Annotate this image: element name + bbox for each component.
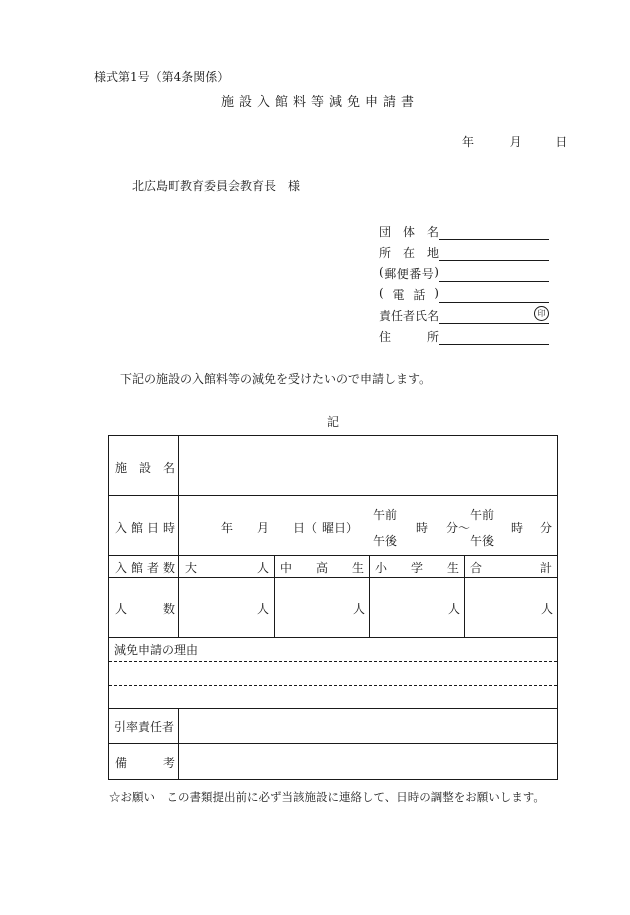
end-am-option[interactable]: 午前 xyxy=(470,508,495,522)
label-char: 入 xyxy=(115,521,128,535)
category-elementary xyxy=(375,559,459,576)
label-char: ( xyxy=(379,286,384,300)
field-label xyxy=(379,244,439,261)
residence-line[interactable] xyxy=(439,330,549,345)
junior-high-count-unit: 人 xyxy=(353,602,366,616)
category-adult xyxy=(185,559,269,576)
label-char: 者 xyxy=(403,309,416,323)
label-char: 日 xyxy=(146,521,159,535)
field-address[interactable] xyxy=(379,240,549,261)
label-char: 学 xyxy=(410,561,423,575)
document-title: 施設入館料等減免申請書 xyxy=(220,95,419,110)
end-minute: 分 xyxy=(540,521,553,535)
label-char: 数 xyxy=(162,561,175,575)
field-label xyxy=(379,307,439,324)
label-char: 備 xyxy=(115,756,128,770)
request-note: ☆お願い この書類提出前に必ず当該施設に連絡して、日時の調整をお願いします。 xyxy=(109,790,545,804)
label-char: 館 xyxy=(130,561,143,575)
group-leader-label: 引率責任者 xyxy=(114,720,175,734)
field-postal-code[interactable] xyxy=(379,261,549,282)
label-char: 責 xyxy=(379,309,392,323)
label-char: 数 xyxy=(162,602,175,616)
label-char: 体 xyxy=(402,225,415,239)
visitor-count-label xyxy=(115,559,175,576)
label-char: 所 xyxy=(379,246,392,260)
ki-heading: 記 xyxy=(326,415,339,429)
elementary-count-unit: 人 xyxy=(448,602,461,616)
category-adult-name: 大 xyxy=(185,561,198,575)
field-label xyxy=(379,286,439,303)
field-label xyxy=(379,328,439,345)
label-char: 施 xyxy=(115,461,128,475)
end-hour: 時 xyxy=(511,521,524,535)
end-pm-option[interactable]: 午後 xyxy=(470,534,495,548)
applicant-fields xyxy=(379,219,549,345)
field-representative-name[interactable] xyxy=(379,303,549,324)
label-char: 高 xyxy=(315,561,328,575)
date-month: 月 xyxy=(509,135,522,149)
start-minute: 分～ xyxy=(446,521,471,535)
application-table xyxy=(108,435,558,780)
submission-date xyxy=(462,133,567,150)
reason-label: 減免申請の理由 xyxy=(114,643,199,657)
label-char: ( xyxy=(379,265,384,279)
label-char: 者 xyxy=(146,561,159,575)
label-char: 在 xyxy=(402,246,415,260)
field-label xyxy=(379,265,439,282)
visit-day: 日（ xyxy=(293,521,318,535)
label-char: 計 xyxy=(539,561,552,575)
label-char: 合 xyxy=(470,561,483,575)
start-pm-option[interactable]: 午後 xyxy=(373,534,398,548)
label-char: 小 xyxy=(375,561,388,575)
label-char: 番 xyxy=(409,267,422,281)
label-char: 郵 xyxy=(384,267,397,281)
label-char: 便 xyxy=(396,267,409,281)
field-residence[interactable] xyxy=(379,324,549,345)
label-char: 中 xyxy=(280,561,293,575)
label-char: ) xyxy=(434,265,439,279)
label-char: 時 xyxy=(162,521,175,535)
label-char: 名 xyxy=(162,461,175,475)
visit-weekday: 曜日） xyxy=(322,521,359,535)
label-char: 生 xyxy=(351,561,364,575)
form-number: 様式第1号（第4条関係） xyxy=(94,70,230,84)
label-char: 住 xyxy=(379,330,392,344)
group-leader-input[interactable] xyxy=(181,711,555,741)
adult-count-unit: 人 xyxy=(257,602,270,616)
remarks-input[interactable] xyxy=(181,746,555,778)
label-char: 電 xyxy=(392,288,405,302)
remarks-label xyxy=(115,754,175,771)
label-char: 考 xyxy=(162,756,175,770)
category-total xyxy=(470,559,552,576)
label-char: 地 xyxy=(426,246,439,260)
addressee: 北広島町教育委員会教育長 様 xyxy=(132,179,301,193)
postal-code-line[interactable] xyxy=(439,267,549,282)
field-organization-name[interactable] xyxy=(379,219,549,240)
label-char: 所 xyxy=(426,330,439,344)
representative-name-line[interactable] xyxy=(439,309,549,324)
category-adult-unit: 人 xyxy=(256,561,269,575)
label-char: 名 xyxy=(427,309,440,323)
start-hour: 時 xyxy=(416,521,429,535)
label-char: 団 xyxy=(379,225,392,239)
label-char: 氏 xyxy=(415,309,428,323)
field-label xyxy=(379,223,439,240)
visit-month: 月 xyxy=(257,521,270,535)
label-char: 人 xyxy=(115,602,128,616)
address-line[interactable] xyxy=(439,246,549,261)
field-phone[interactable] xyxy=(379,282,549,303)
facility-name-input[interactable] xyxy=(181,438,555,493)
label-char: 生 xyxy=(446,561,459,575)
phone-line[interactable] xyxy=(439,288,549,303)
date-day: 日 xyxy=(555,135,568,149)
label-char: 名 xyxy=(426,225,439,239)
label-char: 入 xyxy=(115,561,128,575)
date-year: 年 xyxy=(462,135,475,149)
visit-year: 年 xyxy=(221,521,234,535)
facility-name-label xyxy=(115,459,177,476)
seal-icon: 印 xyxy=(534,306,549,321)
start-am-option[interactable]: 午前 xyxy=(373,508,398,522)
reason-input[interactable] xyxy=(111,663,555,706)
visit-datetime-label xyxy=(115,519,175,536)
label-char: 館 xyxy=(130,521,143,535)
total-count-unit: 人 xyxy=(541,602,554,616)
request-statement: 下記の施設の入館料等の減免を受けたいので申請します。 xyxy=(120,372,432,386)
label-char: 任 xyxy=(391,309,404,323)
headcount-label xyxy=(115,600,175,617)
organization-name-line[interactable] xyxy=(439,225,549,240)
label-char: 設 xyxy=(138,461,151,475)
label-char: 話 xyxy=(413,288,426,302)
label-char: ) xyxy=(434,286,439,300)
label-char: 号 xyxy=(421,267,434,281)
category-junior-high xyxy=(280,559,364,576)
